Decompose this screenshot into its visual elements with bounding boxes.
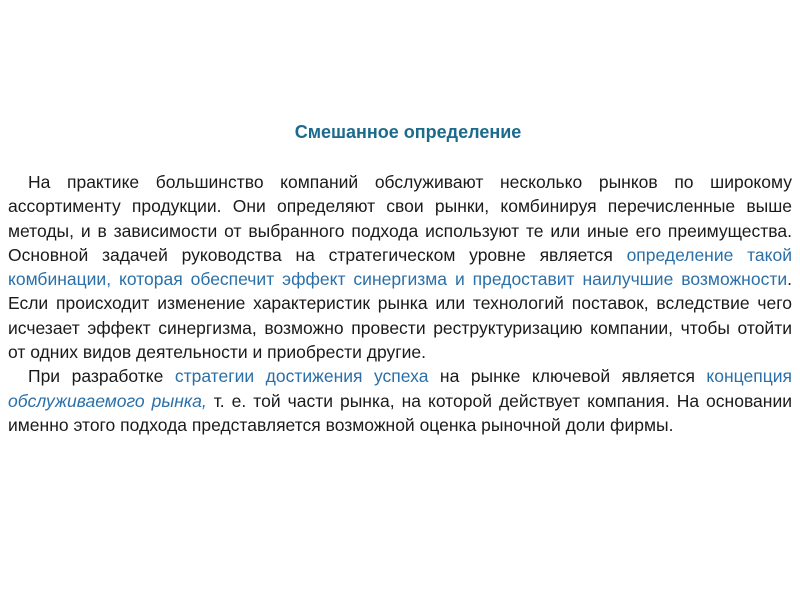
slide-title: Смешанное определение [294, 122, 522, 142]
concept-highlight: концепция [706, 366, 792, 387]
slide-body [8, 170, 792, 437]
paragraph-1 [8, 170, 792, 364]
paragraph-1-text-a: На практике большинство компаний обслуживают несколько рынков по широкому ассортименту продукции. Они определяют свои рынки, комбинируя перечисленные выше методы, и в зависимости от выбранного подхода используют те или иные его преимущества. Основной задачей руководства на стратегическом уровне является [8, 172, 792, 265]
paragraph-1-text-b: . Если происходит изменение характеристик рынка или технологий поставок, вследствие чего исчезает эффект синергизма, возможно провести реструктуризацию компании, чтобы отойти от одних видов деятельности и приобрести другие. [8, 269, 792, 363]
paragraph-2-text-a: При разработке [28, 366, 175, 387]
synergy-highlight: определение такой комбинации, которая обеспечит эффект синергизма и предоставит наилучшие возможности [8, 244, 792, 290]
paragraph-2-text-b: на рынке ключевой является [428, 366, 707, 387]
paragraph-2 [8, 364, 792, 437]
served-market-highlight: обслуживаемого рынка, [8, 390, 207, 411]
success-strategy-highlight: стратегии достижения успеха [174, 366, 429, 387]
paragraph-2-text-d: т. е. той части рынка, на которой действует компания. На основании именно этого подхода представляется возможной оценка рыночной доли фирмы. [8, 390, 792, 435]
